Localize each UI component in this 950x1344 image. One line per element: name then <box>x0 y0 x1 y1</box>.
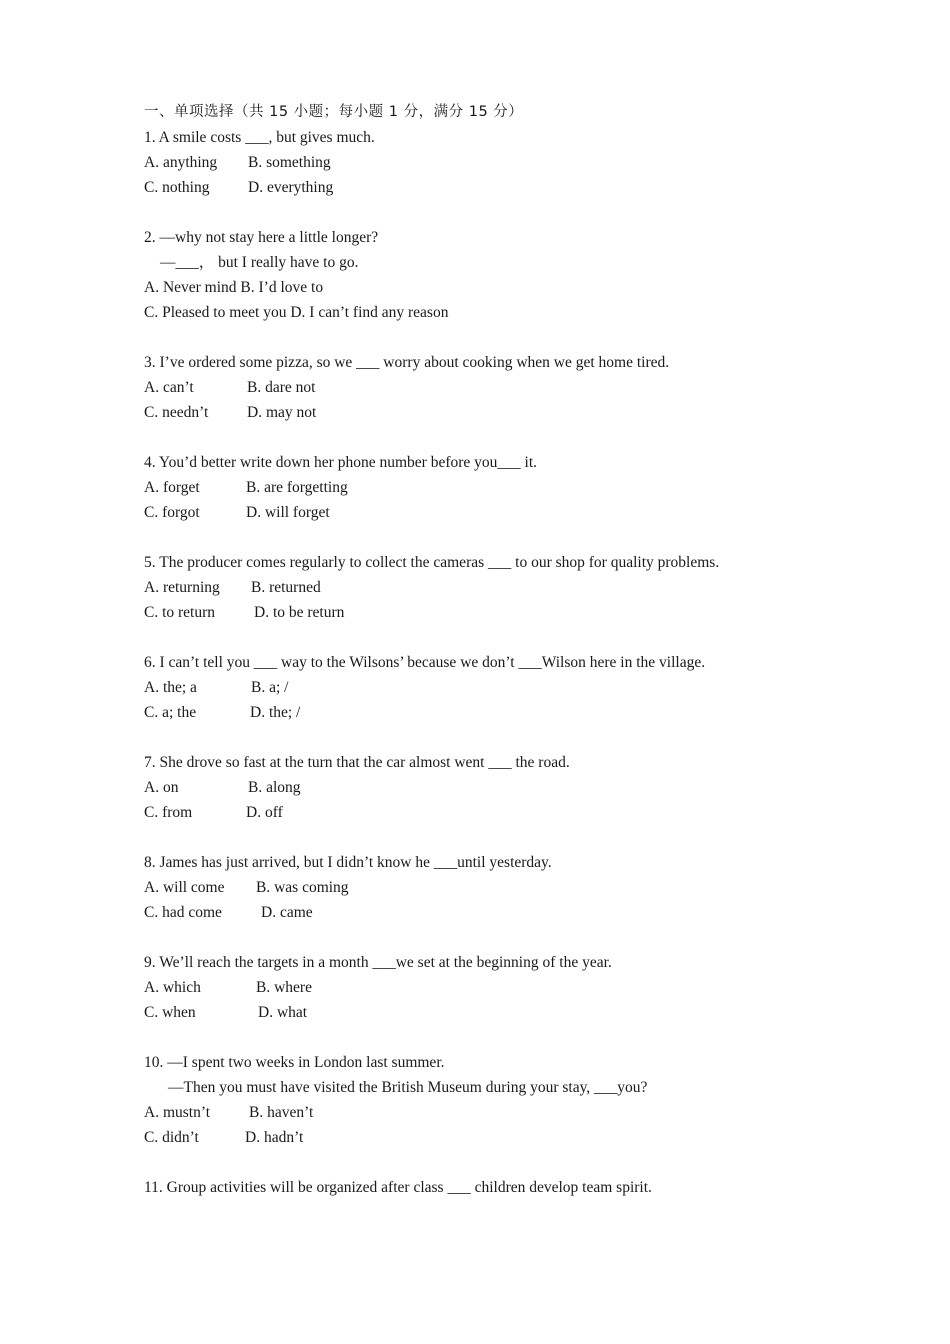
option-row <box>144 275 844 300</box>
option-row <box>144 1125 844 1150</box>
option-row <box>144 775 844 800</box>
question-1 <box>144 125 844 200</box>
option-d: D. to be return <box>254 604 345 621</box>
question-7 <box>144 750 844 825</box>
option-c: C. needn’t <box>144 404 209 421</box>
option-row <box>144 675 844 700</box>
question-4 <box>144 450 844 525</box>
question-10 <box>144 1050 844 1150</box>
option-c: C. didn’t <box>144 1129 199 1146</box>
option-row <box>144 600 844 625</box>
option-row <box>144 875 844 900</box>
question-stem: 11. Group activities will be organized after class ___ children develop team spirit. <box>144 1179 652 1196</box>
option-c: C. when <box>144 1004 196 1021</box>
option-row <box>144 300 844 325</box>
question-6 <box>144 650 844 725</box>
question-11 <box>144 1175 844 1200</box>
question-stem: 4. You’d better write down her phone number before you___ it. <box>144 454 538 471</box>
option-d: D. will forget <box>246 504 330 521</box>
option-b: B. where <box>256 979 312 996</box>
section-header: 一、单项选择（共 15 小题；每小题 1 分，满分 15 分） <box>144 104 524 120</box>
question-2 <box>144 225 844 325</box>
question-stem: 5. The producer comes regularly to collect the cameras ___ to our shop for quality problems. <box>144 554 720 571</box>
option-b: B. something <box>248 154 331 171</box>
option-c: C. nothing <box>144 179 210 196</box>
question-8 <box>144 850 844 925</box>
option-row <box>144 375 844 400</box>
option-row <box>144 700 844 725</box>
question-3 <box>144 350 844 425</box>
question-stem: 6. I can’t tell you ___ way to the Wilsons’ because we don’t ___Wilson here in the village. <box>144 654 706 671</box>
option-a: A. can’t <box>144 379 194 396</box>
option-a: A. mustn’t <box>144 1104 211 1121</box>
option-row <box>144 150 844 175</box>
option-b: B. was coming <box>256 879 349 896</box>
option-b: B. a; / <box>251 679 289 696</box>
option-a: A. forget <box>144 479 200 496</box>
option-c: C. a; the <box>144 704 197 721</box>
question-9 <box>144 950 844 1025</box>
option-b: B. are forgetting <box>246 479 348 496</box>
option-a: A. which <box>144 979 201 996</box>
option-a: A. will come <box>144 879 225 896</box>
option-row <box>144 975 844 1000</box>
option-b: B. along <box>248 779 301 796</box>
question-stem: 2. —why not stay here a little longer? <box>144 229 379 246</box>
option-d: D. what <box>258 1004 308 1021</box>
option-c: C. to return <box>144 604 216 621</box>
option-b: B. haven’t <box>249 1104 314 1121</box>
question-stem: 7. She drove so fast at the turn that the car almost went ___ the road. <box>144 754 570 771</box>
option-row <box>144 400 844 425</box>
option-d: D. hadn’t <box>245 1129 304 1146</box>
option-d: D. may not <box>247 404 317 421</box>
option-a: A. on <box>144 779 179 796</box>
question-stem: 3. I’ve ordered some pizza, so we ___ worry about cooking when we get home tired. <box>144 354 670 371</box>
option-c: C. had come <box>144 904 222 921</box>
option-a: A. anything <box>144 154 218 171</box>
option-row <box>144 175 844 200</box>
exam-page <box>144 100 844 1200</box>
option-b: B. dare not <box>247 379 316 396</box>
option-a: A. the; a <box>144 679 197 696</box>
option-c: C. forgot <box>144 504 200 521</box>
question-stem: 1. A smile costs ___, but gives much. <box>144 129 375 146</box>
option-d: D. the; / <box>250 704 301 721</box>
option-d: D. off <box>246 804 283 821</box>
option-ab: A. Never mind B. I’d love to <box>144 279 324 296</box>
question-stem-reply: —___， but I really have to go. <box>160 254 359 271</box>
question-stem: 10. —I spent two weeks in London last summer. <box>144 1054 445 1071</box>
option-row <box>144 1000 844 1025</box>
option-b: B. returned <box>251 579 321 596</box>
question-stem: 9. We’ll reach the targets in a month ___we set at the beginning of the year. <box>144 954 612 971</box>
option-row <box>144 800 844 825</box>
question-stem: 8. James has just arrived, but I didn’t know he ___until yesterday. <box>144 854 552 871</box>
option-row <box>144 1100 844 1125</box>
option-d: D. came <box>261 904 313 921</box>
option-row <box>144 475 844 500</box>
option-row <box>144 500 844 525</box>
option-c: C. from <box>144 804 193 821</box>
option-row <box>144 900 844 925</box>
question-stem-reply: —Then you must have visited the British Museum during your stay, ___you? <box>168 1079 648 1096</box>
option-d: D. everything <box>248 179 334 196</box>
option-row <box>144 575 844 600</box>
question-5 <box>144 550 844 625</box>
option-cd: C. Pleased to meet you D. I can’t find any reason <box>144 304 449 321</box>
option-a: A. returning <box>144 579 220 596</box>
